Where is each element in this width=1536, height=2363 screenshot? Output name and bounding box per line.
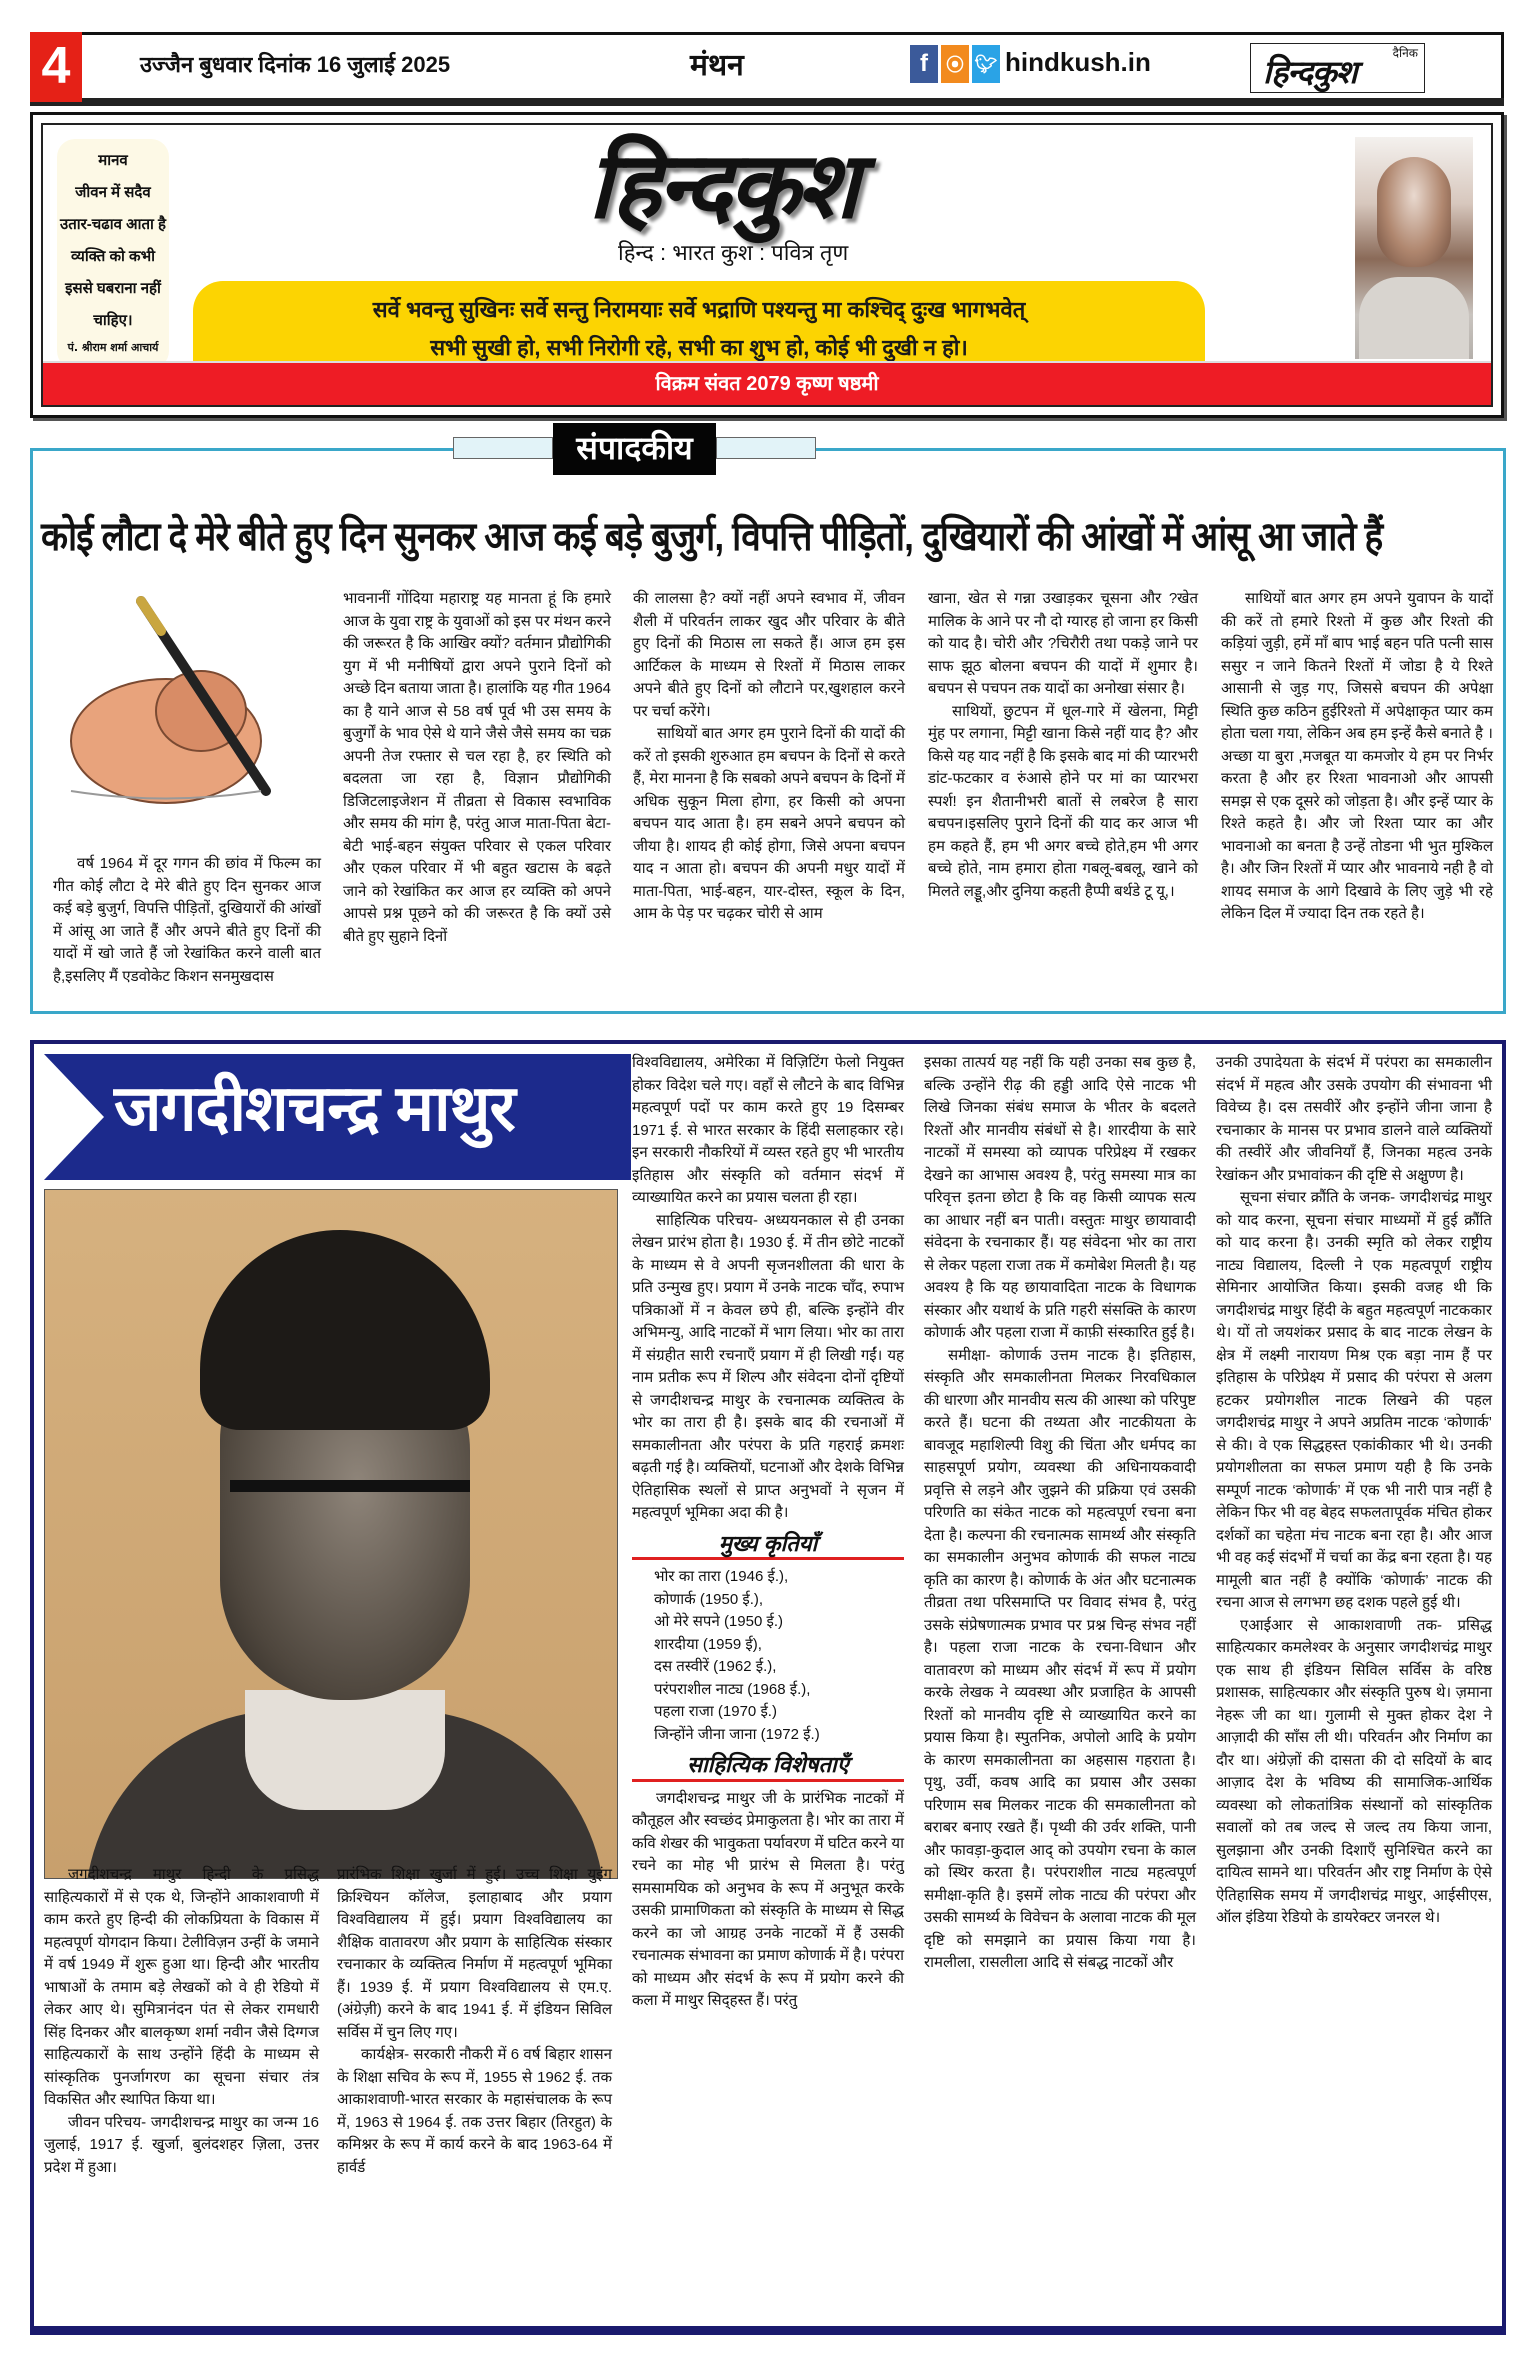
paragraph: उनकी उपादेयता के संदर्भ में परंपरा का समकालीन संदर्भ में महत्व और उसके उपयोग की संभावना भी विवेच्य है। दस तसवीरें और इन्होंने जीना जाना है रचनाकार के मानस पर प्रभाव डालने वाले व्यक्तियों की तस्वीरें और जीवनियाँ हैं, जिनका महत्व उनके रेखांकन और प्रभावांकन की दृष्टि से अक्षुण्ण है।	[1216, 1054, 1492, 1184]
editorial-label: संपादकीय	[553, 423, 716, 475]
feature-col-4	[924, 1052, 1196, 1975]
arrow-icon	[44, 1054, 104, 1180]
works-item: पहला राजा (1970 ई.)	[654, 1703, 777, 1720]
label-side-left	[453, 437, 553, 459]
works-item: ओ मेरे सपने (1950 ई.)	[654, 1613, 783, 1630]
author-photo	[44, 1189, 618, 1879]
quote-author: पं. श्रीराम शर्मा आचार्य	[67, 341, 159, 354]
paragraph: साहित्यिक परिचय- अध्ययनकाल से ही उनका लेखन प्रारंभ होता है। 1930 ई. में तीन छोटे नाटकों के माध्यम से वे अपनी सृजनशीलता की धारा के प्रति उन्मुख हुए। प्रयाग में उनके नाटक चाँद, रुपाभ पत्रिकाओं में न केवल छपे ही, बल्कि इन्होंने वीर अभिमन्यु, आदि नाटकों में भाग लिया। भोर का तारा में संग्रहीत सारी रचनाएँ प्रयाग में ही लिखी गईं। यह नाम प्रतीक रूप में शिल्प और संवेदना दोनों दृष्टियों से जगदीशचन्द्र माथुर के रचनात्मक व्यक्तित्व के भोर का तारा ही है। इसके बाद की रचनाओं में समकालीनता और परंपरा के प्रति गहराई क्रमशः बढ़ती गई है। व्यक्तियों, घटनाओं और देशके विभिन्न ऐतिहासिक स्थलों से प्राप्त अनुभवों ने सृजन में महत्वपूर्ण भूमिका अदा की है।	[632, 1211, 904, 1521]
paragraph: कार्यक्षेत्र- सरकारी नौकरी में 6 वर्ष बिहार शासन के शिक्षा सचिव के रूप में, 1955 से 1962 ई. तक आकाशवाणी-भारत सरकार के महासंचालक के रूप में, 1963 से 1964 ई. तक उत्तर बिहार (तिरहुत) के कमिश्नर के रूप में कार्य करने के बाद 1963-64 में हार्वर्ड	[337, 2046, 612, 2176]
name-banner	[44, 1054, 631, 1180]
traits-heading: साहित्यिक विशेषताएँ	[632, 1754, 904, 1782]
founder-portrait	[1355, 137, 1473, 359]
paragraph: जीवन परिचय- जगदीशचन्द्र माथुर का जन्म 16 जुलाई, 1917 ई. खुर्जा, बुलंदशहर ज़िला, उत्तर प्रदेश में हुआ।	[44, 2113, 319, 2176]
works-item: शारदीया (1959 ई),	[654, 1635, 762, 1653]
samvat-bar: विक्रम संवत 2079 कृष्ण षष्ठमी	[43, 361, 1491, 405]
feature-col-5	[1216, 1052, 1492, 1930]
feature-col-3	[632, 1052, 904, 2013]
newspaper-logo: हिन्दकुश	[588, 131, 857, 239]
works-item: भोर का तारा (1946 ई.),	[654, 1568, 789, 1585]
photo-hair	[200, 1230, 490, 1430]
works-item: कोणार्क (1950 ई.),	[654, 1590, 764, 1608]
editorial-section	[30, 430, 1506, 1014]
editorial-headline: कोई लौटा दे मेरे बीते हुए दिन सुनकर आज कई बड़े बुजुर्ग, विपत्ति पीड़ितों, दुखियारों की आंखों में आंसू आ जाते हैं	[41, 515, 1383, 559]
works-item: परंपराशील नाट्य (1968 ई.),	[654, 1680, 811, 1698]
masthead-frame	[41, 123, 1493, 407]
facebook-icon[interactable]: f	[910, 45, 938, 83]
twitter-icon[interactable]: 🐦︎	[972, 45, 1000, 83]
paragraph: की लालसा है? क्यों नहीं अपने स्वभाव में, जीवन शैली में परिवर्तन लाकर खुद और परिवार के बीते हुए दिनों की मिठास ला सकते हैं। आज हम इस आर्टिकल के माध्यम से रिश्तों में मिठास लाकर अपने बीते हुए दिनों को लौटाने पर,खुशहाल करने पर चर्चा करेंगे।	[633, 590, 905, 720]
paragraph: खाना, खेत से गन्ना उखाड़कर चूसना और ?खेत मालिक के आने पर नौ दो ग्यारह हो जाना हर किसी को याद है। चोरी और ?चिरौरी तथा पकड़े जाने पर साफ झूठ बोलना बचपन की यादों में शुमार है। बचपन से पचपन तक यादों का अनोखा संसार है।	[928, 590, 1198, 697]
small-logo-daily: दैनिक	[1392, 46, 1418, 60]
paragraph: जगदीशचन्द्र माथुर जी के प्रारंभिक नाटकों में कौतूहल और स्वच्छंद प्रेमाकुलता है। भोर का तारा में कवि शेखर की भावुकता पर्यावरण में घटित करने या रचने का मोह भी प्रारंभ से मिलता है। परंतु समसामयिक को अनुभव के रूप में अनुभूत करके उसकी प्रामाणिकता को संस्कृति के माध्यम से सिद्ध करने का जो आग्रह उनके नाटकों में हैं उसकी रचनात्मक संभावना का प्रमाण कोणार्क में है। परंपरा को माध्यम और संदर्भ के रूप में प्रयोग करने की कला में माथुर सिद्हस्त हैं। परंतु	[632, 1789, 904, 2009]
quote-box	[57, 139, 169, 369]
quote-line: चाहिए।	[93, 312, 133, 329]
social-links	[910, 45, 1000, 83]
feature-col-1	[44, 1864, 319, 2179]
feature-section	[30, 1040, 1506, 2330]
paragraph: भावनानीं गोंदिया महाराष्ट्र यह मानता हूं कि हमारे आज के युवा राष्ट्र के युवाओं को इस पर मंथन करने की जरूरत है कि आखिर क्यों? वर्तमान प्रौद्योगिकी युग में भी मनीषियों द्वारा अपने पुराने दिनों को अच्छे दिन बताया जाता है। हालांकि यह गीत 1964 का है याने आज से 58 वर्ष पूर्व भी उस समय के बुजुर्गों के भाव ऐसे थे याने जैसे जैसे समय का चक्र अपनी तेज रफ्तार से चल रहा है, हर स्थिति को बदलता जा रहा है, विज्ञान प्रौद्योगिकी डिजिटलाइजेशन में तीव्रता से विकास स्वभाविक और समय की मांग है, परंतु आज माता-पिता बेटा-बेटी भाई-बहन संयुक्त परिवार से एकल परिवार और एकल परिवार में भी बहुत खटास के बढ़ते जाने को रेखांकित कर आज हर व्यक्ति को अपने आपसे प्रश्न पूछने को की जरूरत है कि क्यों उसे बीते हुए सुहाने दिनों	[343, 590, 611, 945]
works-list	[632, 1566, 904, 1746]
pen-cap	[141, 601, 161, 631]
quote-line: व्यक्ति को कभी	[71, 248, 155, 265]
page-number: 4	[30, 32, 82, 102]
mantra-hindi: सभी सुखी हो, सभी निरोगी रहे, सभी का शुभ हो, कोई भी दुखी न हो।	[430, 335, 968, 360]
quote-line: मानव	[98, 152, 128, 169]
paragraph: इसका तात्पर्य यह नहीं कि यही उनका सब कुछ है, बल्कि उन्होंने रीढ़ की हड्डी आदि ऐसे नाटक भी लिखे जिनका संबंध समाज के भीतर के बदलते रिश्तों और मानवीय संबंधों से है। शारदीया के सारे नाटकों में समस्या को व्यापक परिप्रेक्ष्य में रखकर देखने का आभास अवश्य है, परंतु समस्या मात्र का परिवृत्त इतना छोटा है कि वह किसी व्यापक सत्य का आधार नहीं बन पाती। वस्तुतः माथुर छायावादी संवेदना के रचनाकार हैं। यह संवेदना भोर का तारा से लेकर पहला राजा तक में कमोबेश मिलती है। यह अवश्य है कि यह छायावादिता नाटक के विधागक संस्कार और यथार्थ के प्रति गहरी संसक्ति के कारण कोणार्क और पहला राजा में काफ़ी संस्कारित हुई है।	[924, 1054, 1196, 1341]
tagline: हिन्द : भारत कुश : पवित्र तृण	[618, 240, 849, 265]
section-name: मंथन	[690, 49, 744, 82]
editorial-col-1	[53, 853, 321, 988]
paragraph: एआईआर से आकाशवाणी तक- प्रसिद्ध साहित्यकार कमलेश्वर के अनुसार जगदीशचंद्र माथुर एक साथ ही इंडियन सिविल सर्विस के वरिष्ठ प्रशासक, साहित्यकार और संस्कृति पुरुष थे। ज़माना नेहरू जी का था। गुलामी से मुक्त होकर देश ने आज़ादी की साँस ली थी। परिवर्तन और निर्माण का दौर था। अंग्रेज़ों की दासता की दो सदियों के बाद आज़ाद देश के भविष्य की सामाजिक-आर्थिक व्यवस्था को लोकतांत्रिक संस्थानों को सांस्कृतिक सवालों को तब जल्द से जल्द तय किया जाना, सुलझाना और उनकी दिशाएँ सुनिश्चित करने का दायित्व सामने था। परिवर्तन और राष्ट्र निर्माण के ऐसे ऐतिहासिक समय में जगदीशचंद्र माथुर, आईसीएस, ऑल इंडिया रेडियो के डायरेक्टर जनरल थे।	[1216, 1616, 1492, 1926]
paragraph: जगदीशचन्द्र माथुर हिन्दी के प्रसिद्ध साहित्यकारों में से एक थे, जिन्होंने आकाशवाणी में काम करते हुए हिन्दी की लोकप्रियता के विकास में महत्वपूर्ण योगदान किया। टेलीविज़न उन्हीं के जमाने में वर्ष 1949 में शुरू हुआ था। हिन्दी और भारतीय भाषाओं के तमाम बड़े लेखकों को वे ही रेडियो में लेकर आए थे। सुमित्रानंदन पंत से लेकर रामधारी सिंह दिनकर और बालकृष्ण शर्मा नवीन जैसे दिग्गज साहित्यकारों के साथ उन्होंने हिंदी के माध्यम से सांस्कृतिक पुनर्जागरण का सूचना संचार तंत्र विकसित और स्थापित किया था।	[44, 1866, 319, 2108]
paragraph: साथियों बात अगर हम अपने युवापन के यादों की करें तो हमारे रिश्तो में कुछ और रिश्तो की कड़ियां जुड़ी, हमें माँ बाप भाई बहन पति पत्नी सास ससुर न जाने कितने रिश्तों में जोडा है ये रिश्ते आसानी से जुड़ गए, जिससे बचपन की अपेक्षा स्थिति कुछ कठिन हुईरिश्तो में अपेक्षाकृत प्यार कम होता चला गया, लेकिन अब हम इन्हें कैसे बनाते है ।अच्छा या बुरा ,मजबूत या कमजोर ये हम पर निर्भर करता है और हर रिश्ता भावनाओ और आपसी समझ से एक दूसरे को जोड़ता है। और इन्हें प्यार के रिश्ते कहते है। और जो रिश्ता प्यार का और भावनाओ का बनता है उन्हें तोडना भी भुत मुश्किल है। और जिन रिश्तों में प्यार और भावनाये नही है वो शायद समाज के आगे दिखावे के लिए जुड़े भी रहे लेकिन दिल में ज्यादा दिन तक रहते है।	[1221, 590, 1493, 922]
small-logo	[1250, 43, 1425, 93]
masthead	[30, 112, 1504, 418]
top-bar	[30, 32, 1504, 98]
works-heading: मुख्य कृतियाँ	[632, 1533, 904, 1561]
paragraph: साथियों, छुटपन में धूल-गारे में खेलना, मिट्टी मुंह पर लगाना, मिट्टी खाना किसे नहीं याद है? और किसे यह याद नहीं है कि इसके बाद मां की प्यारभरी डांट-फटकार व रुंआसे होने पर मां का प्यारभरा स्पर्श! इन शैतानीभरी बातों से लबरेज है सारा बचपन।इसलिए पुराने दिनों की याद कर आज भी हम कहते हैं, हम भी अगर बच्चे होते,हम भी अगर बच्चे होते, नाम हमारा होता गबलू-बबलू, खाने को मिलते लड्डू,और दुनिया कहती हैप्पी बर्थडे टू यू,।	[928, 702, 1198, 900]
rss-icon[interactable]: ⦿	[941, 45, 969, 83]
paragraph: विश्वविद्यालय, अमेरिका में विज़िटिंग फेलो नियुक्त होकर विदेश चले गए। वहाँ से लौटने के बाद विभिन्न महत्वपूर्ण पदों पर काम करते हुए 19 दिसम्बर 1971 ई. से भारत सरकार के हिंदी सलाहकार रहे। इन सरकारी नौकरियों में व्यस्त रहते हुए भी भारतीय इतिहास और संस्कृति को वर्तमान संदर्भ में व्याख्यायित करने का प्रयास चलता ही रहा।	[632, 1054, 904, 1206]
label-side-right	[716, 437, 816, 459]
quote-line: उतार-चढाव आता है	[59, 216, 167, 233]
editorial-col-2	[343, 588, 611, 948]
quote-line: इससे घबराना नहीं	[65, 280, 161, 297]
paragraph: साथियों बात अगर हम पुराने दिनों की यादों की करें तो इसकी शुरुआत हम बचपन के दिनों से करते हैं, मेरा मानना है कि सबको अपने बचपन के दिनों में अधिक सुकून मिला होगा, हर किसी को अपना बचपन याद आता है। हम सबने अपने बचपन को जीया है। शायद ही कोई होगा, जिसे अपना बचपन याद न आता हो। बचपन की अपनी मधुर यादों में माता-पिता, भाई-बहन, यार-दोस्त, स्कूल के दिन, आम के पेड़ पर चढ़कर चोरी से आम	[633, 725, 905, 922]
photo-glasses	[230, 1480, 470, 1540]
feature-title: जगदीशचन्द्र माथुर	[114, 1072, 515, 1144]
editorial-label-wrap	[453, 431, 1053, 471]
portrait-body	[1359, 277, 1469, 359]
works-item: दस तस्वीरें (1962 ई.),	[654, 1658, 777, 1675]
editorial-col-4	[928, 588, 1198, 903]
works-item: जिन्होंने जीना जाना (1972 ई.)	[654, 1725, 820, 1743]
small-logo-name: हिन्दकुश	[1263, 53, 1357, 91]
feature-col-2	[337, 1864, 612, 2179]
mantra-sanskrit: सर्वे भवन्तु सुखिनः सर्वे सन्तु निरामयाः सर्वे भद्राणि पश्यन्तु मा कश्चिद् दुःख भागभवेत्	[372, 297, 1026, 322]
paragraph: सूचना संचार क्रौंति के जनक- जगदीशचंद्र माथुर को याद करना, सूचना संचार माध्यमों में हुई क्रौंति को याद करना है। उनकी स्मृति को लेकर राष्ट्रीय नाट्य विद्यालय, दिल्ली ने एक महत्वपूर्ण राष्ट्रीय सेमिनार आयोजित किया। इसकी वजह थी कि जगदीशचंद्र माथुर हिंदी के बहुत महत्वपूर्ण नाटककार थे। यों तो जयशंकर प्रसाद के बाद नाटक लेखन के क्षेत्र में लक्ष्मी नारायण मिश्र एक बड़ा नाम हैं पर इतिहास के परिप्रेक्ष्य में प्रसाद की परंपरा से अलग हटकर प्रयोगशील नाटक लिखने की पहल जगदीशचंद्र माथुर ने अपने अप्रतिम नाटक ‘कोणार्क’ से की। वे एक सिद्धहस्त एकांकीकार भी थे। उनकी प्रयोगशीलता का सफल प्रमाण यही है कि उनके सम्पूर्ण नाटक ‘कोणार्क’ में एक भी नारी पात्र नहीं है लेकिन फिर भी वह बेहद सफलतापूर्वक मंचित होकर दर्शकों का चहेता मंच नाटक बना रहा है। और आज भी वह कई संदर्भों में चर्चा का केंद्र बना रहता है। यह मामूली बात नहीं है क्योंकि ‘कोणार्क’ नाटक की रचना आज से लगभग छह दशक पहले हुई थी।	[1216, 1189, 1492, 1611]
paragraph: प्रारंभिक शिक्षा खुर्जा में हुई। उच्च शिक्षा युइंग क्रिश्चियन कॉलेज, इलाहाबाद और प्रयाग विश्वविद्यालय में हुई। प्रयाग विश्वविद्यालय का शैक्षिक वातावरण और प्रयाग के साहित्यिक संस्कार रचनाकार के व्यक्तित्व निर्माण में महत्वपूर्ण भूमिका हैं। 1939 ई. में प्रयाग विश्वविद्यालय से एम.ए. (अंग्रेज़ी) करने के बाद 1941 ई. में इंडियन सिविल सर्विस में चुन लिए गए।	[337, 1866, 612, 2041]
paragraph: समीक्षा- कोणार्क उत्तम नाटक है। इतिहास, संस्कृति और समकालीनता मिलकर निरवधिकाल की धारणा और मानवीय सत्य की आस्था को परिपुष्ट करते हैं। घटना की तथ्यता और नाटकीयता के बावजूद महाशिल्पी विशु की चिंता और धर्मपद का साहसपूर्ण प्रयोग, व्यवस्था की अधिनायकवादी प्रवृत्ति से लड़ने और जुझने की प्रक्रिया एवं उसकी परिणति का संकेत नाटक को महत्वपूर्ण रचना बना देता है। कल्पना की रचनात्मक सामर्थ्य और संस्कृति का समकालीन अनुभव कोणार्क की सफल नाट्य कृति का कारण है। कोणार्क के अंत और घटनात्मक तीव्रता तथा परिसमाप्ति पर विवाद संभव है, परंतु उसके संप्रेषणात्मक प्रभाव पर प्रश्न चिन्ह संभव नहीं है। पहला राजा नाटक के रचना-विधान और वातावरण को माध्यम और संदर्भ में रूप में प्रयोग करके लेखक ने व्यवस्था और प्रजाहित के आपसी रिश्तों को मानवीय दृष्टि से व्याख्यायित करने का प्रयास किया है। स्पुतनिक, अपोलो आदि के प्रयोग के कारण समकालीनता का अहसास गहराता है। पृथु, उर्वी, कवष आदि का प्रयास और उसका परिणाम सब मिलकर नाटक की समकालीनता को बराबर बनाए रखते हैं। पृथ्वी की उर्वर शक्ति, पानी और फावड़ा-कुदाल आद् को उपयोग रचना के काल को स्थिर करता है। परंपराशील नाट्य महत्वपूर्ण समीक्षा-कृति है। इसमें लोक नाट्य की परंपरा और उसकी सामर्थ्य के विवेचन के अलावा नाटक की मूल दृष्टि को समझाने का प्रयास किया गया है। रामलीला, रासलीला आदि से संबद्ध नाटकों और	[924, 1346, 1196, 1971]
dateline: उज्जैन बुधवार दिनांक 16 जुलाई 2025	[140, 52, 451, 77]
website-link[interactable]: hindkush.in	[1005, 47, 1151, 77]
photo-collar	[245, 1690, 445, 1810]
editorial-col-5	[1221, 588, 1493, 926]
quote-line: जीवन में सदैव	[75, 184, 151, 201]
paragraph: वर्ष 1964 में दूर गगन की छांव में फिल्म का गीत कोई लौटा दे मेरे बीते हुए दिन सुनकर आज कई बड़े बुजुर्ग, विपत्ति पीड़ितों, दुखियारों की आंखों में आंसू आ जाते हैं और अपने बीते हुए दिनों की यादों में खो जाते हैं जो रेखांकित करने वाली बात है,इसलिए मैं एडवोकेट किशन सनमुखदास	[53, 855, 321, 985]
editorial-col-3	[633, 588, 905, 926]
hand-pen-illustration	[51, 591, 281, 811]
portrait-head	[1377, 157, 1451, 267]
